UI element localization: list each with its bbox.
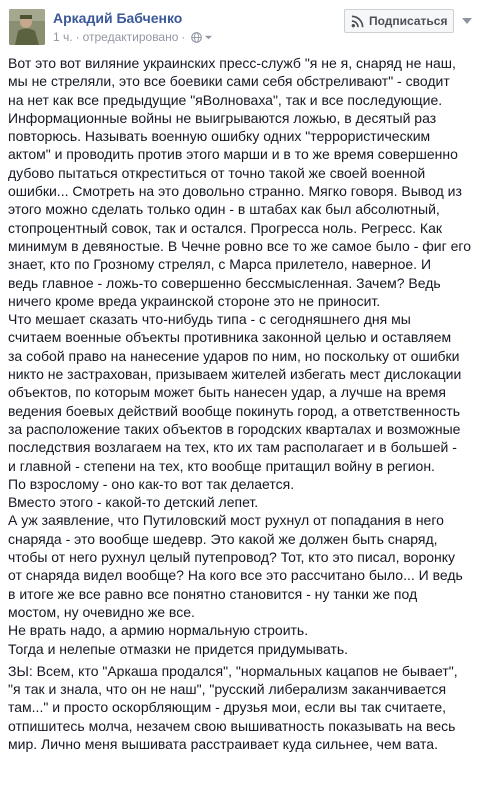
subscribe-label: Подписаться [369,14,448,28]
post-line: мы не стреляли, это все боевики сами себя обстреливают" - сводит [8,73,450,90]
post-line: повторюсь. Называть военную ошибку одних "террористическим [8,128,431,145]
post-line: Вместо этого - какой-то детский лепет. [8,494,259,511]
meta-separator: · [75,30,80,44]
avatar[interactable] [9,9,45,45]
post-line: "я так и знала, что он не наш", "русский либерализм заканчивается [8,681,447,698]
post-line: мир. Лично меня вышивата расстраивает куда сильнее, чем вата. [8,735,438,752]
post-line: А уж заявление, что Путиловский мост рухнул от попадания в него [8,512,444,529]
post-line: никто не застрахован, призываем жителей избегать мест дислокации [8,366,462,383]
post-line: ЗЫ: Всем, кто "Аркаша продался", "нормальных кацапов не бывает", [8,662,458,679]
post-line: знает, кто по Грозному стрелял, с Марса прилетело, наверное. И [8,256,432,273]
post-line: стопроцентный совок, так и остался. Прогресса ноль. Регресс. Как [8,219,442,236]
post-line: этого можно сделать только один - в штабах как был абсолютный, [8,201,440,218]
post-line: ошибки... Смотреть на это довольно странно. Мягко говоря. Вывод из [8,183,462,200]
post-line: на нет как все предыдущие "яВолноваха", так и все последующие. [8,91,443,108]
post-line: за собой право на нанесение ударов по ним, но поскольку от ошибки [8,347,460,364]
post-line: последствия возлагаем на тех, кто их там располагает и в большей - [8,439,457,456]
post-line: актом" и проводить против этого марши и в то же время совершенно [8,146,458,163]
meta-separator: · [181,30,186,44]
rss-icon [351,15,364,28]
post-body [8,54,478,753]
post-line: Не врать надо, а армию нормальную строить. [8,622,309,639]
post-line: мостом, ну очевидно же все. [8,603,195,620]
chevron-down-icon[interactable] [460,14,474,28]
post-line: отпишитесь молча, незачем свою вышиватность показывать на весь [8,717,456,734]
post-line: считаем военные объекты противника законной целью и оставляем [8,329,452,346]
post-header [0,0,484,52]
post-main-text [8,54,478,658]
post-line: от снаряда видел вообще? На кого все это рассчитано было... И ведь [8,567,463,584]
post-time[interactable]: 1 ч. [53,30,73,44]
edited-label[interactable]: отредактировано [82,30,179,44]
post-line: минимум в девяностые. В Чечне ровно все то же самое было - фиг его [8,237,471,254]
globe-icon[interactable] [191,32,202,43]
post-line: Что мешает сказать что-нибудь типа - с сегодняшнего дня мы [8,311,411,328]
post-meta [53,30,213,44]
post-line: ведения боевых действий вообще покинуть город, а ответственность [8,402,461,419]
chevron-down-icon[interactable] [204,33,213,42]
post-line: там..." и просто оскорбляющим - друзья мои, если вы так считаете, [8,699,447,716]
post-line: чтобы от него рухнул целый путепровод? Тот, кто это писал, воронку [8,549,456,566]
post-line: объектов, по которым может быть нанесен удар, а лучше на время [8,384,446,401]
post-line: ничего кроме вреда украинской стороне это не приносит. [8,292,381,309]
post-line: ведь главное - ложь-то совершенно бессмысленная. Зачем? Ведь [8,274,441,291]
post-line: дубово пытаться откреститься от точно такой же своей военной [8,164,426,181]
post-line: Информационные войны не выигрываются ложью, в десятый раз [8,109,437,126]
post-line: снаряда - это вообще шедевр. Это какой же должен быть снаряд, [8,530,438,547]
post-line: и главной - степени на тех, кто вообще притащил войну в регион. [8,457,435,474]
post-postscript [8,662,478,753]
post-line: в итоге же все равно все понятно становится - ну танки же под [8,585,418,602]
post-line: Тогда и нелепые отмазки не придется придумывать. [8,640,349,657]
subscribe-button[interactable] [344,9,454,33]
author-name[interactable]: Аркадий Бабченко [53,10,183,26]
post-line: По взрослому - оно как-то вот так делается. [8,475,295,492]
post-line: Вот это вот виляние украинских пресс-служб "я не я, снаряд не наш, [8,55,456,71]
post-line: за расположение таких объектов в городских кварталах и возможные [8,420,461,437]
